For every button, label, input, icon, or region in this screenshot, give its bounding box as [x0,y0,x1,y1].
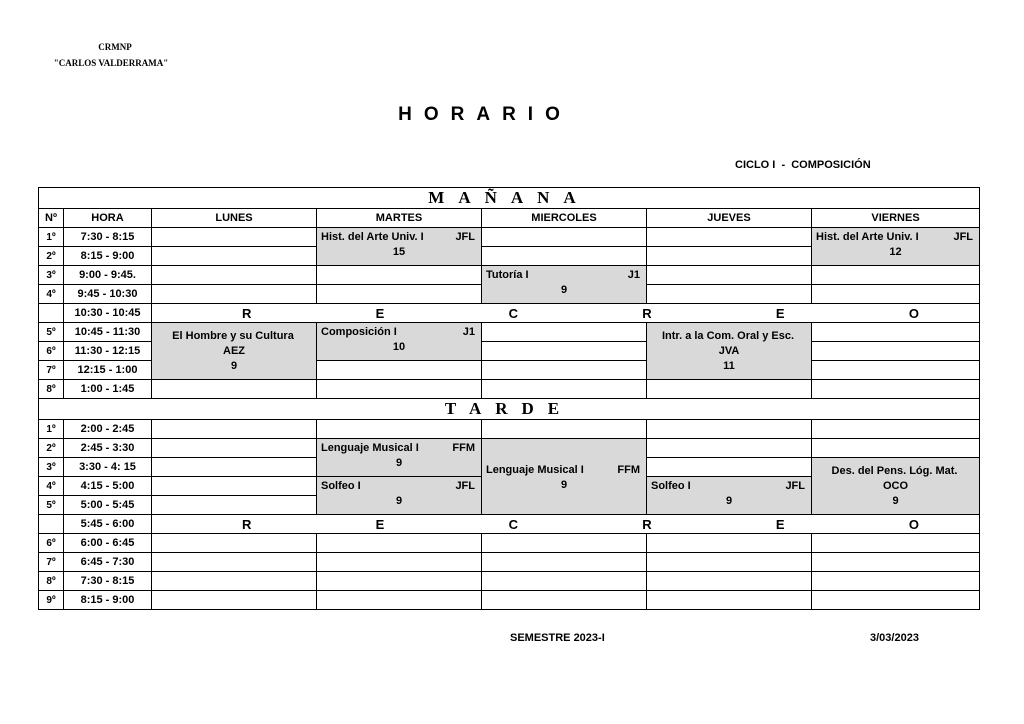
empty-cell [812,361,980,380]
empty-cell [152,420,317,439]
empty-cell [317,591,482,610]
empty-cell [647,572,812,591]
class-room: 9 [560,284,568,296]
class-teacher: J1 [462,326,475,338]
row-hora: 9:45 - 10:30 [64,285,152,304]
class-teacher: FFM [617,463,640,476]
empty-cell [152,591,317,610]
class-name: Des. del Pens. Lóg. Mat. [831,465,958,477]
class-hist-viernes [812,228,980,266]
empty-cell [152,572,317,591]
empty-cell [317,534,482,553]
empty-cell [152,439,317,458]
header-hora: HORA [64,209,152,228]
empty-cell [482,228,647,247]
recreo-letter: R [242,305,252,321]
class-room: 9 [395,457,403,469]
row-hora: 1:00 - 1:45 [64,380,152,399]
empty-cell [317,420,482,439]
class-despens [812,458,980,515]
empty-cell [647,439,812,458]
empty-cell [812,439,980,458]
row-hora: 10:30 - 10:45 [64,304,152,323]
recreo-letter: R [642,305,652,321]
empty-cell [152,553,317,572]
class-teacher: OCO [882,480,909,492]
class-name: Solfeo I [321,480,361,492]
empty-cell [317,285,482,304]
row-hora: 5:45 - 6:00 [64,515,152,534]
empty-cell [152,496,317,515]
class-room: 11 [723,360,735,372]
empty-cell [482,420,647,439]
empty-cell [812,591,980,610]
empty-cell [647,228,812,247]
row-hora: 5:00 - 5:45 [64,496,152,515]
recreo-letter: E [775,516,785,532]
header-lunes: LUNES [152,209,317,228]
date-label: 3/03/2023 [870,632,919,644]
recreo-letter: R [642,516,652,532]
class-lenguaje-martes [317,439,482,477]
empty-cell [647,247,812,266]
row-number: 1º [39,420,64,439]
recreo-letter: O [908,516,919,532]
institution-line2: "CARLOS VALDERRAMA" [53,58,169,68]
row-number: 8º [39,380,64,399]
empty-cell [812,380,980,399]
empty-cell [482,323,647,342]
class-room: 12 [889,246,902,258]
row-number: 7º [39,361,64,380]
empty-cell [482,572,647,591]
empty-cell [647,553,812,572]
class-name: Solfeo I [651,480,691,492]
row-hora: 8:15 - 9:00 [64,591,152,610]
class-teacher: FFM [452,442,475,454]
semestre-label: SEMESTRE 2023-I [510,632,605,644]
class-name: Hist. del Arte Univ. I [321,231,424,243]
class-teacher: JFL [455,231,475,243]
row-number: 2º [39,247,64,266]
row-number [39,304,64,323]
row-number: 2º [39,439,64,458]
row-number: 7º [39,553,64,572]
empty-cell [482,361,647,380]
institution-line1: CRMNP [98,42,132,52]
row-hora: 8:15 - 9:00 [64,247,152,266]
class-teacher: JFL [455,480,475,492]
class-room: 15 [392,246,406,258]
class-intr [647,323,812,380]
header-viernes: VIERNES [812,209,980,228]
empty-cell [812,323,980,342]
empty-cell [647,266,812,285]
empty-cell [152,266,317,285]
row-number [39,515,64,534]
class-name: Tutoría I [486,269,529,281]
row-number: 8º [39,572,64,591]
class-name: Composición I [321,326,397,338]
empty-cell [647,420,812,439]
recreo-letter: C [508,516,518,532]
empty-cell [812,420,980,439]
recreo-letter: E [375,516,385,532]
class-tutoria [482,266,647,304]
recreo-morning [152,304,980,323]
class-room: 10 [392,341,406,353]
class-teacher: JFL [785,480,805,492]
row-hora: 7:30 - 8:15 [64,228,152,247]
recreo-letter: R [242,516,252,532]
class-room: 9 [892,495,899,507]
class-teacher: J1 [627,269,640,281]
row-hora: 6:00 - 6:45 [64,534,152,553]
class-hombre [152,323,317,380]
empty-cell [152,534,317,553]
empty-cell [317,361,482,380]
schedule-table [38,187,980,610]
class-hist-martes [317,228,482,266]
recreo-afternoon [152,515,980,534]
empty-cell [152,477,317,496]
class-name: Intr. a la Com. Oral y Esc. [661,330,795,342]
section-morning: MAÑANA [39,188,980,209]
header-jueves: JUEVES [647,209,812,228]
row-number: 4º [39,477,64,496]
empty-cell [152,285,317,304]
empty-cell [482,247,647,266]
class-solfeo-martes [317,477,482,515]
recreo-letter: O [908,305,919,321]
class-composicion [317,323,482,361]
row-hora: 11:30 - 12:15 [64,342,152,361]
row-number: 5º [39,323,64,342]
empty-cell [812,342,980,361]
class-solfeo-jueves [647,477,812,515]
class-teacher: JVA [718,345,740,357]
class-name: El Hombre y su Cultura [172,330,294,342]
empty-cell [647,285,812,304]
recreo-letter: E [775,305,785,321]
class-name: Lenguaje Musical I [486,463,584,476]
empty-cell [152,458,317,477]
class-room: 9 [395,495,403,507]
ciclo-label: CICLO I - COMPOSICIÓN [735,159,871,171]
empty-cell [647,534,812,553]
empty-cell [152,228,317,247]
row-hora: 10:45 - 11:30 [64,323,152,342]
empty-cell [647,380,812,399]
empty-cell [482,380,647,399]
empty-cell [317,266,482,285]
row-number: 3º [39,458,64,477]
empty-cell [647,458,812,477]
row-number: 4º [39,285,64,304]
row-number: 3º [39,266,64,285]
empty-cell [152,247,317,266]
empty-cell [812,285,980,304]
row-hora: 6:45 - 7:30 [64,553,152,572]
row-number: 9º [39,591,64,610]
row-number: 6º [39,342,64,361]
row-number: 6º [39,534,64,553]
class-room: 9 [560,478,568,491]
empty-cell [152,380,317,399]
section-afternoon: TARDE [39,399,980,420]
class-name: Lenguaje Musical I [321,442,419,454]
header-martes: MARTES [317,209,482,228]
row-number: 1º [39,228,64,247]
row-hora: 12:15 - 1:00 [64,361,152,380]
empty-cell [317,553,482,572]
class-room: 9 [230,360,238,372]
empty-cell [812,266,980,285]
class-teacher: AEZ [223,345,245,357]
row-hora: 2:45 - 3:30 [64,439,152,458]
class-room: 9 [725,495,733,507]
row-hora: 9:00 - 9:45. [64,266,152,285]
recreo-letter: C [508,305,518,321]
empty-cell [482,591,647,610]
class-teacher: JFL [953,231,974,243]
empty-cell [482,553,647,572]
header-n: Nº [39,209,64,228]
empty-cell [482,342,647,361]
header-miercoles: MIERCOLES [482,209,647,228]
row-hora: 4:15 - 5:00 [64,477,152,496]
page-title: HORARIO [398,104,572,125]
empty-cell [647,591,812,610]
row-hora: 7:30 - 8:15 [64,572,152,591]
empty-cell [317,572,482,591]
empty-cell [812,534,980,553]
empty-cell [812,553,980,572]
class-name: Hist. del Arte Univ. I [816,231,919,243]
empty-cell [317,380,482,399]
empty-cell [812,572,980,591]
row-number: 5º [39,496,64,515]
class-lenguaje-miercoles [482,439,647,515]
recreo-letter: E [375,305,385,321]
row-hora: 2:00 - 2:45 [64,420,152,439]
empty-cell [482,534,647,553]
row-hora: 3:30 - 4: 15 [64,458,152,477]
